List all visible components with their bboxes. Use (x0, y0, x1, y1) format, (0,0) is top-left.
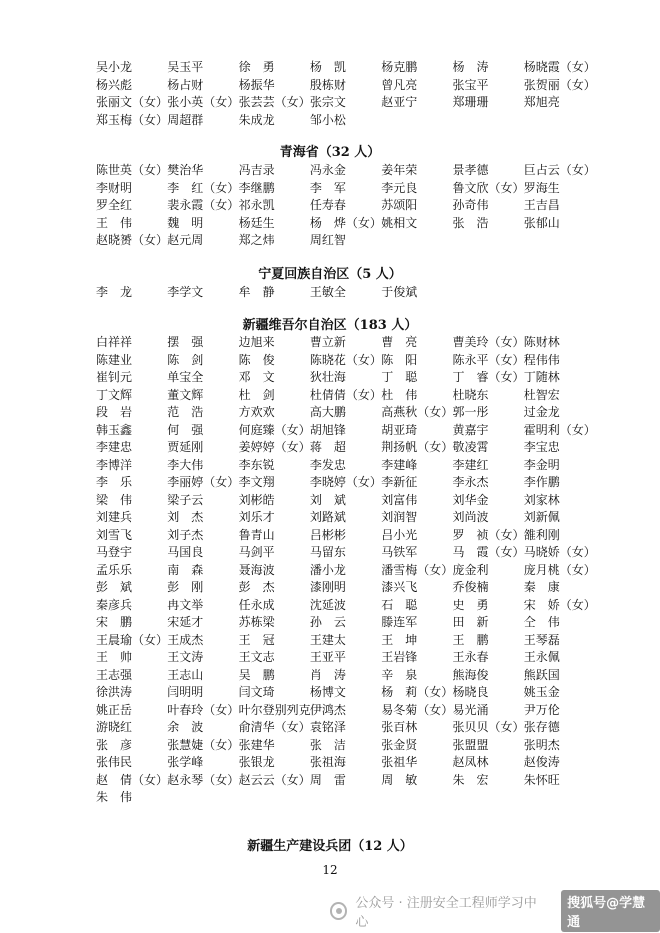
name-cell: 刘路斌 (309, 510, 346, 524)
name-cell: 邓 文 (238, 370, 275, 384)
name-cell: 董文辉 (167, 387, 204, 402)
name-cell: 陈 剑 (167, 352, 204, 367)
name-cell: 罗海生 (523, 180, 560, 195)
name-cell: 李发忠 (309, 457, 346, 472)
name-cell: 何 强 (167, 422, 204, 437)
name-cell: 杜晓东 (452, 387, 489, 402)
name-cell: 吴玉平 (167, 60, 204, 74)
name-cell: 张宗文 (309, 95, 346, 109)
name-cell: 崔钊元 (96, 370, 133, 384)
name-cell: 雒利刚 (523, 527, 560, 542)
name-cell: 李晓婷（女） (309, 475, 382, 489)
name-cell: 杨 莉（女） (381, 685, 454, 699)
name-cell: 吴 鹏 (238, 667, 275, 682)
name-cell: 漆兴飞 (381, 580, 418, 594)
name-cell: 于俊斌 (381, 285, 418, 299)
name-cell: 张百林 (381, 720, 418, 734)
name-cell: 彭 杰 (238, 580, 275, 594)
name-cell: 郑旭亮 (523, 95, 560, 109)
name-cell: 姚玉金 (523, 685, 560, 699)
name-cell: 刘新佩 (523, 510, 560, 524)
name-cell: 刘雪飞 (96, 527, 133, 542)
name-cell: 王 坤 (381, 632, 418, 647)
name-cell: 杨 凯 (309, 60, 346, 74)
name-cell: 程伟伟 (523, 352, 560, 367)
name-cell: 邹小松 (309, 112, 346, 127)
name-cell: 赵元周 (167, 233, 204, 247)
name-cell: 丁文辉 (96, 387, 133, 402)
name-cell: 马登宇 (96, 545, 133, 559)
name-cell: 张贺丽（女） (523, 77, 596, 92)
name-cell: 乔俊楠 (452, 580, 489, 594)
name-cell: 刘尚波 (452, 510, 489, 524)
name-cell: 潘雪梅（女） (381, 562, 454, 577)
name-cell: 吕小光 (381, 527, 418, 542)
name-cell: 赵晓赟（女） (96, 233, 169, 247)
name-cell: 范 浩 (167, 405, 204, 419)
name-cell: 王 冠 (238, 632, 275, 647)
name-cell: 樊治华 (167, 163, 204, 177)
name-cell: 陈永平（女） (452, 352, 525, 367)
name-cell: 白祥祥 (96, 335, 133, 349)
name-cell: 杨 烨（女） (309, 215, 382, 230)
name-cell: 李 军 (309, 180, 346, 195)
name-cell: 赵云云（女） (238, 772, 311, 787)
name-cell: 陈建业 (96, 352, 133, 367)
name-cell: 宋延才 (167, 615, 204, 629)
name-cell: 李建忠 (96, 440, 133, 454)
name-cell: 刘乐才 (238, 510, 275, 524)
name-cell: 张祖海 (309, 755, 346, 769)
name-cell: 石 聪 (381, 597, 418, 612)
name-cell: 李东锐 (238, 457, 275, 472)
name-cell: 鲁文欣（女） (452, 180, 525, 195)
name-cell: 杨 涛 (452, 60, 489, 74)
name-cell: 彭 斌 (96, 580, 133, 594)
name-cell: 杜智宏 (523, 387, 560, 402)
name-cell: 闫明明 (167, 685, 204, 699)
name-cell: 冯永金 (309, 163, 346, 177)
name-cell: 刘 杰 (167, 510, 204, 524)
name-cell: 景孝德 (452, 163, 489, 177)
wechat-public-account-icon (330, 902, 347, 920)
name-cell: 巨占云（女） (523, 163, 596, 177)
name-cell: 徐 勇 (238, 60, 275, 74)
name-cell: 张伟民 (96, 755, 133, 769)
name-cell: 刘建兵 (96, 510, 133, 524)
name-cell: 单宝全 (167, 370, 204, 384)
name-cell: 俞清华（女） (238, 720, 311, 734)
name-cell: 李建峰 (381, 457, 418, 472)
name-cell: 张明杰 (523, 737, 560, 752)
name-cell: 李大伟 (167, 457, 204, 472)
name-cell: 段 岩 (96, 405, 133, 419)
name-cell: 丁 聪 (381, 370, 418, 384)
name-cell: 过金龙 (523, 405, 560, 419)
name-cell: 孙 云 (309, 615, 346, 629)
name-cell: 王敏全 (309, 285, 346, 299)
name-cell: 霍明利（女） (523, 422, 596, 437)
name-grid-continued (96, 59, 596, 129)
name-cell: 韩玉鑫 (96, 422, 133, 437)
name-cell: 李丽婷（女） (167, 475, 240, 489)
name-cell: 叶春玲（女） (167, 702, 240, 717)
name-cell: 易冬菊（女） (381, 702, 454, 717)
name-cell: 辛 泉 (381, 667, 418, 682)
name-cell: 丁随林 (523, 370, 560, 384)
name-cell: 何庭臻（女） (238, 422, 311, 437)
name-cell: 漆刚明 (309, 580, 346, 594)
name-cell: 滕连军 (381, 615, 418, 629)
name-cell: 苏栋梁 (238, 615, 275, 629)
name-cell: 王志山 (167, 667, 204, 682)
name-cell: 张金贤 (381, 737, 418, 752)
name-cell: 李文翔 (238, 475, 275, 489)
name-cell: 仝 伟 (523, 615, 560, 629)
name-cell: 曹 亮 (381, 335, 418, 349)
name-cell: 杨博文 (309, 685, 346, 699)
name-cell: 陈晓花（女） (309, 352, 382, 367)
name-cell: 庞月桃（女） (523, 562, 596, 577)
name-cell: 任寿春 (309, 198, 346, 212)
name-cell: 姜婷婷（女） (238, 440, 311, 454)
name-cell: 杨晓霞（女） (523, 60, 596, 74)
name-cell: 王岩锋 (381, 650, 418, 664)
name-cell: 陈 阳 (381, 352, 418, 367)
name-cell: 宋 鹏 (96, 615, 133, 629)
name-cell: 姜年荣 (381, 163, 418, 177)
name-cell: 蒋 超 (309, 440, 346, 454)
name-cell: 易光涌 (452, 702, 489, 717)
name-cell: 裴永霞（女） (167, 198, 240, 212)
name-cell: 李学文 (167, 285, 204, 299)
name-cell: 李作鹏 (523, 475, 560, 489)
page-number: 12 (322, 863, 338, 877)
name-cell: 边旭来 (238, 335, 275, 349)
name-cell: 赵 倩（女） (96, 772, 169, 787)
name-cell: 刘彬皓 (238, 492, 275, 507)
name-cell: 王永春 (452, 650, 489, 664)
name-grid-ningxia (96, 284, 596, 302)
name-cell: 胡旭锋 (309, 422, 346, 437)
name-cell: 郑之炜 (238, 233, 275, 247)
name-cell: 周超群 (167, 112, 204, 127)
name-cell: 徐洪涛 (96, 685, 133, 699)
name-cell: 高燕秋（女） (381, 405, 454, 419)
name-cell: 赵永琴（女） (167, 772, 240, 787)
name-cell: 刘子杰 (167, 527, 204, 542)
name-cell: 彭 刚 (167, 580, 204, 594)
name-cell: 张宝平 (452, 77, 489, 92)
name-cell: 王亚平 (309, 650, 346, 664)
name-cell: 赵亚宁 (381, 95, 418, 109)
name-cell: 秦彦兵 (96, 597, 133, 612)
name-cell: 李永杰 (452, 475, 489, 489)
name-cell: 姚相文 (381, 215, 418, 230)
name-cell: 敬凌霄 (452, 440, 489, 454)
name-cell: 秦 康 (523, 580, 560, 594)
name-cell: 田 新 (452, 615, 489, 629)
name-cell: 王志强 (96, 667, 133, 682)
name-cell: 王 伟 (96, 215, 133, 230)
name-cell: 郑珊珊 (452, 95, 489, 109)
name-cell: 牟 静 (238, 285, 275, 299)
name-cell: 曹美玲（女） (452, 335, 525, 349)
name-cell: 杨振华 (238, 77, 275, 92)
name-cell: 王成杰 (167, 632, 204, 647)
name-grid-qinghai (96, 162, 596, 250)
name-cell: 李继鹏 (238, 180, 275, 195)
name-cell: 李元良 (381, 180, 418, 195)
name-cell: 刘润智 (381, 510, 418, 524)
name-cell: 李 乐 (96, 475, 133, 489)
name-cell: 周红智 (309, 233, 346, 247)
name-cell: 杨廷生 (238, 215, 275, 230)
name-cell: 丁 睿（女） (452, 370, 525, 384)
name-cell: 马 霞（女） (452, 545, 525, 559)
name-cell: 刘富伟 (381, 492, 418, 507)
name-cell: 尹万伦 (523, 702, 560, 717)
name-cell: 王晨瑜（女） (96, 632, 169, 647)
name-cell: 张郁山 (523, 215, 560, 230)
name-cell: 张芸芸（女） (238, 95, 311, 109)
name-cell: 荆扬帆（女） (381, 440, 454, 454)
name-cell: 朱 宏 (452, 772, 489, 787)
name-cell: 张建华 (238, 737, 275, 752)
name-cell: 朱成龙 (238, 112, 275, 127)
name-cell: 鲁青山 (238, 527, 275, 542)
name-cell: 杜倩倩（女） (309, 387, 382, 402)
name-cell: 张学峰 (167, 755, 204, 769)
name-cell: 朱 伟 (96, 790, 133, 804)
name-cell: 王琴磊 (523, 632, 560, 647)
name-cell: 李博洋 (96, 457, 133, 472)
name-cell: 刘华金 (452, 492, 489, 507)
name-cell: 张 浩 (452, 215, 489, 230)
name-cell: 张银龙 (238, 755, 275, 769)
name-cell: 曾凡亮 (381, 77, 418, 92)
name-cell: 吴小龙 (96, 60, 133, 74)
name-cell: 孙奇伟 (452, 198, 489, 212)
name-cell: 周 敏 (381, 772, 418, 787)
footer-watermark (330, 896, 660, 930)
name-cell: 陈财林 (523, 335, 560, 349)
name-cell: 张丽文（女） (96, 95, 169, 109)
name-cell: 殷栋财 (309, 77, 346, 92)
name-cell: 王建太 (309, 632, 346, 647)
name-cell: 杨占财 (167, 77, 204, 92)
name-cell: 李建红 (452, 457, 489, 472)
name-cell: 胡亚琦 (381, 422, 418, 437)
name-cell: 张祖华 (381, 755, 418, 769)
name-cell: 袁铭泽 (309, 720, 346, 734)
name-cell: 宋 娇（女） (523, 597, 596, 612)
name-cell: 赵凤林 (452, 755, 489, 769)
name-cell: 张小英（女） (167, 95, 240, 109)
name-cell: 李 龙 (96, 285, 133, 299)
name-cell: 庞金利 (452, 562, 489, 577)
name-cell: 姚正岳 (96, 702, 133, 717)
name-cell: 王文志 (238, 650, 275, 664)
name-cell: 聂海波 (238, 562, 275, 577)
name-cell: 杨晓良 (452, 685, 489, 699)
name-cell: 任永成 (238, 597, 275, 612)
name-cell: 冯吉录 (238, 163, 275, 177)
name-grid-xinjiang (96, 334, 596, 807)
name-cell: 梁子云 (167, 492, 204, 507)
name-cell: 高大鹏 (309, 405, 346, 419)
name-cell: 杨克鹏 (381, 60, 418, 74)
name-cell: 潘小龙 (309, 562, 346, 577)
name-cell: 张慧婕（女） (167, 737, 240, 752)
name-cell: 张盟盟 (452, 737, 489, 752)
name-cell: 朱怀旺 (523, 772, 560, 787)
name-cell: 肖 涛 (309, 667, 346, 682)
name-cell: 杨兴彪 (96, 77, 133, 92)
name-cell: 贾延刚 (167, 440, 204, 454)
name-cell: 张存德 (523, 720, 560, 734)
section-title-xpcc: 新疆生产建设兵团（12 人） (247, 839, 413, 854)
name-cell: 罗 祯（女） (452, 527, 525, 542)
name-cell: 黄嘉宇 (452, 422, 489, 437)
name-cell: 罗全红 (96, 198, 133, 212)
name-cell: 杜 伟 (381, 387, 418, 402)
name-cell: 刘 斌 (309, 492, 346, 507)
name-cell: 李新征 (381, 475, 418, 489)
name-cell: 陈 俊 (238, 352, 275, 367)
name-cell: 梁 伟 (96, 492, 133, 507)
name-cell: 王文涛 (167, 650, 204, 664)
name-cell: 马铁军 (381, 545, 418, 559)
section-title-xinjiang: 新疆维吾尔自治区（183 人） (242, 318, 418, 333)
section-title-ningxia: 宁夏回族自治区（5 人） (258, 267, 402, 282)
name-cell: 李财明 (96, 180, 133, 195)
name-cell: 郑玉梅（女） (96, 112, 169, 127)
name-cell: 伊鸿杰 (309, 702, 346, 717)
account-label: 公众号 · 注册安全工程师学习中心 (355, 896, 537, 930)
name-cell: 余 波 (167, 720, 204, 734)
name-cell: 沈延波 (309, 597, 346, 612)
name-cell: 王吉昌 (523, 198, 560, 212)
name-cell: 王永佩 (523, 650, 560, 664)
name-cell: 冉文举 (167, 597, 204, 612)
name-cell: 陈世英（女） (96, 163, 169, 177)
name-cell: 游晓红 (96, 720, 133, 734)
name-cell: 李金明 (523, 457, 560, 472)
name-cell: 李 红（女） (167, 180, 240, 195)
name-cell: 曹立新 (309, 335, 346, 349)
name-cell: 熊海俊 (452, 667, 489, 682)
section-title-qinghai: 青海省（32 人） (279, 145, 381, 160)
brand-label: 搜狐号@学慧通 (561, 890, 660, 932)
name-cell: 吕彬彬 (309, 527, 346, 542)
name-cell: 祁永凯 (238, 198, 275, 212)
name-cell: 马剑平 (238, 545, 275, 559)
name-cell: 摆 强 (167, 335, 204, 349)
name-cell: 李宝忠 (523, 440, 560, 454)
name-cell: 王 鹏 (452, 632, 489, 647)
name-cell: 魏 明 (167, 215, 204, 230)
name-cell: 王 帅 (96, 650, 133, 664)
name-cell: 狄壮海 (309, 370, 346, 384)
name-cell: 方欢欢 (238, 405, 275, 419)
name-cell: 赵俊涛 (523, 755, 560, 769)
name-cell: 刘家林 (523, 492, 560, 507)
name-cell: 张 彦 (96, 737, 133, 752)
name-cell: 张贝贝（女） (452, 720, 525, 734)
name-cell: 郭一彤 (452, 405, 489, 419)
name-cell: 孟乐乐 (96, 562, 133, 577)
name-cell: 马留东 (309, 545, 346, 559)
name-cell: 苏颂阳 (381, 198, 418, 212)
name-cell: 张 洁 (309, 737, 346, 752)
name-cell: 马国良 (167, 545, 204, 559)
name-cell: 杜 剑 (238, 387, 275, 402)
name-cell: 周 雷 (309, 772, 346, 787)
name-cell: 闫文琦 (238, 685, 275, 699)
name-cell: 熊跃国 (523, 667, 560, 682)
name-cell: 南 森 (167, 562, 204, 577)
name-cell: 马晓娇（女） (523, 545, 596, 559)
name-cell: 叶尔登别列克 (238, 702, 311, 717)
name-cell: 史 勇 (452, 597, 489, 612)
